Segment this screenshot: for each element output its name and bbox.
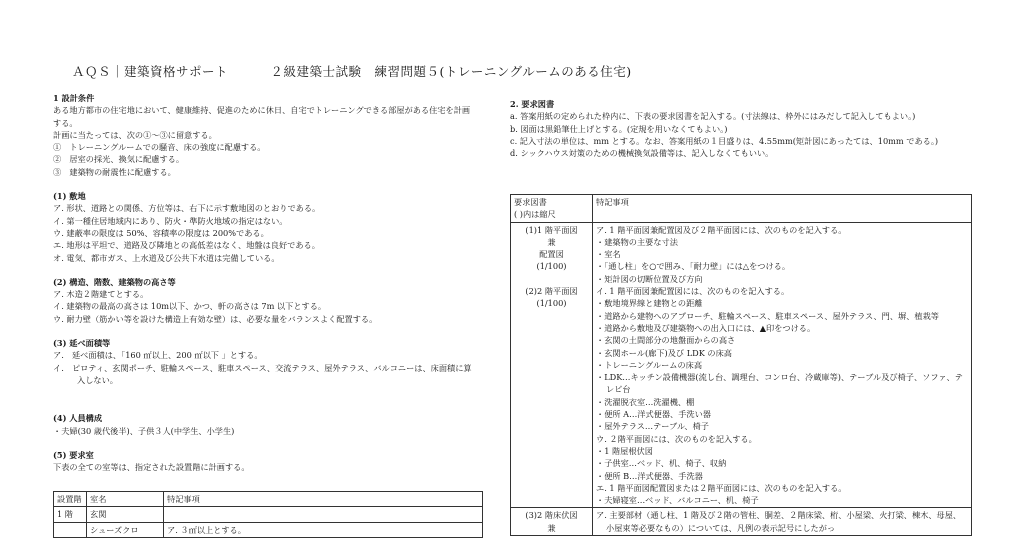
section-heading: (2) 構造、階数、建築物の高さ等 — [53, 276, 176, 287]
drawing-name: 兼 — [547, 522, 556, 533]
text-line: a. 答案用紙の定められた枠内に、下表の要求図書を記入する。(寸法線は、枠外にはみだして記入してもよい。) — [510, 111, 916, 122]
required-drawings-section — [510, 98, 972, 159]
list-item: ア. 主要部材（通し柱、1 階及び２階の管柱、胴差、２階床梁、桁、小屋梁、火打梁、棟木、母屋、小屋束等必要なもの）については、凡例の表示記号にしたがっ — [596, 510, 962, 533]
drawing-name: (2)2 階平面図 — [525, 285, 578, 296]
section-heading: (4) 人員構成 — [53, 413, 103, 424]
text-line: イ. ピロティ、玄関ポーチ、駐輪スペース、駐車スペース、交流テラス、屋外テラス、バルコニーは、床面積に算入しない。 — [53, 362, 472, 385]
text-line: d. シックハウス対策のための機械換気設備等は、記入しなくてもいい。 — [510, 148, 774, 159]
required-drawings-table — [510, 194, 972, 536]
table-cell: 玄関 — [87, 507, 164, 522]
text-line: ア. 延べ面積は、「160 ㎡以上、200 ㎡以下 」とする。 — [53, 350, 263, 361]
table-row — [511, 508, 972, 536]
table-header-row — [54, 492, 483, 507]
section-heading: (1) 敷地 — [53, 191, 86, 202]
text-line: イ. 第一種住居地域内にあり、防火・準防火地域の指定はない。 — [53, 215, 288, 226]
table-cell — [164, 507, 483, 522]
drawing-name-cell — [511, 508, 593, 536]
drawing-notes-cell — [593, 222, 972, 508]
table-header-row — [511, 195, 972, 223]
section-heading: 1 設計条件 — [53, 93, 95, 103]
section-heading: (5) 要求室 — [53, 449, 94, 460]
section-heading: (3) 延べ面積等 — [53, 338, 111, 349]
text-line: イ. 建築物の最高の高さは 10m以下、かつ、軒の高さは 7m 以下とする。 — [53, 301, 327, 312]
header-text: ( )内は縮尺 — [514, 209, 556, 220]
list-item: イ. 1 階平面図兼配置図には、次のものを記入する。 — [596, 286, 790, 297]
list-item: ・トレーニングルームの床高 — [596, 359, 703, 370]
page-header — [72, 62, 632, 80]
list-item: ・道路から建物へのアプローチ、駐輪スペース、駐車スペース、屋外テラス、門、塀、植栽等 — [596, 310, 939, 321]
text-line: 下表の全ての室等は、指定された設置階に計画する。 — [53, 462, 250, 473]
table-cell: 1 階 — [54, 507, 87, 522]
drawing-name: (1/100) — [536, 298, 567, 309]
list-item: ウ. ２階平面図には、次のものを記入する。 — [596, 433, 757, 444]
header-cell-floor: 設置階 — [54, 492, 87, 507]
text-line: ア. 木造２階建てとする。 — [53, 289, 149, 300]
text-line: ① トレーニングルームでの騒音、床の強度に配慮する。 — [53, 142, 266, 153]
drawing-name-cell — [511, 222, 593, 508]
text-line: 計画に当たっては、次の①〜③に留意する。 — [53, 129, 217, 140]
header-cell-room: 室名 — [87, 492, 164, 507]
list-item: ・屋外テラス…テーブル、椅子 — [596, 421, 709, 432]
text-line: ウ. 耐力壁（筋かい等を設けた構造上有効な壁）は、必要な量をバランスよく配置する。 — [53, 313, 378, 324]
drawing-name: (1/100) — [536, 261, 567, 272]
list-item: ・道路から敷地及び建築物への出入口には、▲印をつける。 — [596, 322, 816, 333]
table-row — [511, 222, 972, 508]
section-heading: 2. 要求図書 — [510, 99, 555, 109]
list-item: ・子供室…ベッド、机、椅子、収納 — [596, 458, 727, 469]
header-cell-notes: 特記事項 — [593, 195, 972, 223]
text-line: ある地方都市の住宅地において、健康維持、促進のために休日、自宅でトレーニングできる部屋がある住宅を計画する。 — [53, 105, 471, 128]
list-item: ・夫婦寝室…ベッド、バルコニー、机、椅子 — [596, 495, 759, 506]
list-item: ・便所 B…洋式便器、手洗器 — [596, 470, 703, 481]
drawing-name: 兼 — [547, 236, 556, 247]
list-item: ・1 階屋根伏図 — [596, 445, 653, 456]
text-line: ウ. 建蔽率の限度は 50%、容積率の限度は 200%である。 — [53, 227, 269, 238]
text-line: ・夫婦(30 歳代後半)、子供３人(中学生、小学生) — [53, 425, 235, 436]
drawing-name: 配置図 — [539, 249, 564, 260]
drawing-name: (3)2 階床伏図 — [525, 510, 578, 521]
required-rooms-table — [53, 491, 483, 538]
design-conditions-column — [53, 92, 478, 473]
list-item: ・室名 — [596, 249, 621, 260]
text-line: ② 居室の採光、換気に配慮する。 — [53, 154, 185, 165]
header-cell-drawing — [511, 195, 593, 223]
list-item: ・「通し柱」を○で囲み、「耐力壁」には△をつける。 — [596, 261, 791, 272]
list-item: ・敷地境界線と建物との距離 — [596, 298, 703, 309]
list-item: ・LDK…キッチン設備機器(流し台、調理台、コンロ台、冷蔵庫等)、テーブル及び椅子、ソファ、テレビ台 — [596, 372, 963, 395]
list-item: ・建築物の主要な寸法 — [596, 236, 678, 247]
list-item: ・矩計図の切断位置及び方向 — [596, 273, 703, 284]
table-cell — [54, 522, 87, 537]
table-row — [54, 507, 483, 522]
list-item: エ. 1 階平面図配置図または２階平面図には、次のものを記入する。 — [596, 482, 847, 493]
header-cell-notes: 特記事項 — [164, 492, 483, 507]
list-item: ・玄関ホール(廊下)及び LDK の床高 — [596, 347, 732, 358]
site-name: ＡＱＳ｜建築資格サポート — [72, 64, 229, 79]
text-line: c. 記入寸法の単位は、mm とする。なお、答案用紙の１目盛りは、4.55mm(矩計図にあったては、10mm である。) — [510, 135, 939, 146]
text-line: エ. 地形は平坦で、道路及び隣地との高低差はなく、地盤は良好である。 — [53, 240, 320, 251]
table-cell: ア. ３㎡以上とする。 — [164, 522, 483, 537]
table-cell: シューズクロ — [87, 522, 164, 537]
text-line: b. 図面は黒鉛筆仕上げとする。(定規を用いなくてもよい。) — [510, 123, 728, 134]
drawing-notes-cell — [593, 508, 972, 536]
page-title: ２級建築士試験 練習問題５(トレーニングルームのある住宅) — [270, 64, 632, 79]
text-line: ア. 形状、道路との関係、方位等は、右下に示す敷地図のとおりである。 — [53, 203, 321, 214]
list-item: ・便所 A…洋式便器、手洗い器 — [596, 409, 711, 420]
list-item: ア. 1 階平面図兼配置図及び２階平面図には、次のものを記入する。 — [596, 224, 847, 235]
table-row — [54, 522, 483, 537]
drawing-name: (1)1 階平面図 — [525, 224, 578, 235]
text-line: オ. 電気、都市ガス、上水道及び公共下水道は完備している。 — [53, 252, 280, 263]
list-item: ・洗濯脱衣室…洗濯機、棚 — [596, 396, 695, 407]
text-line: ③ 建築物の耐震性に配慮する。 — [53, 166, 176, 177]
header-text: 要求図書 — [514, 197, 547, 207]
list-item: ・玄関の土間部分の地盤面からの高さ — [596, 335, 736, 346]
